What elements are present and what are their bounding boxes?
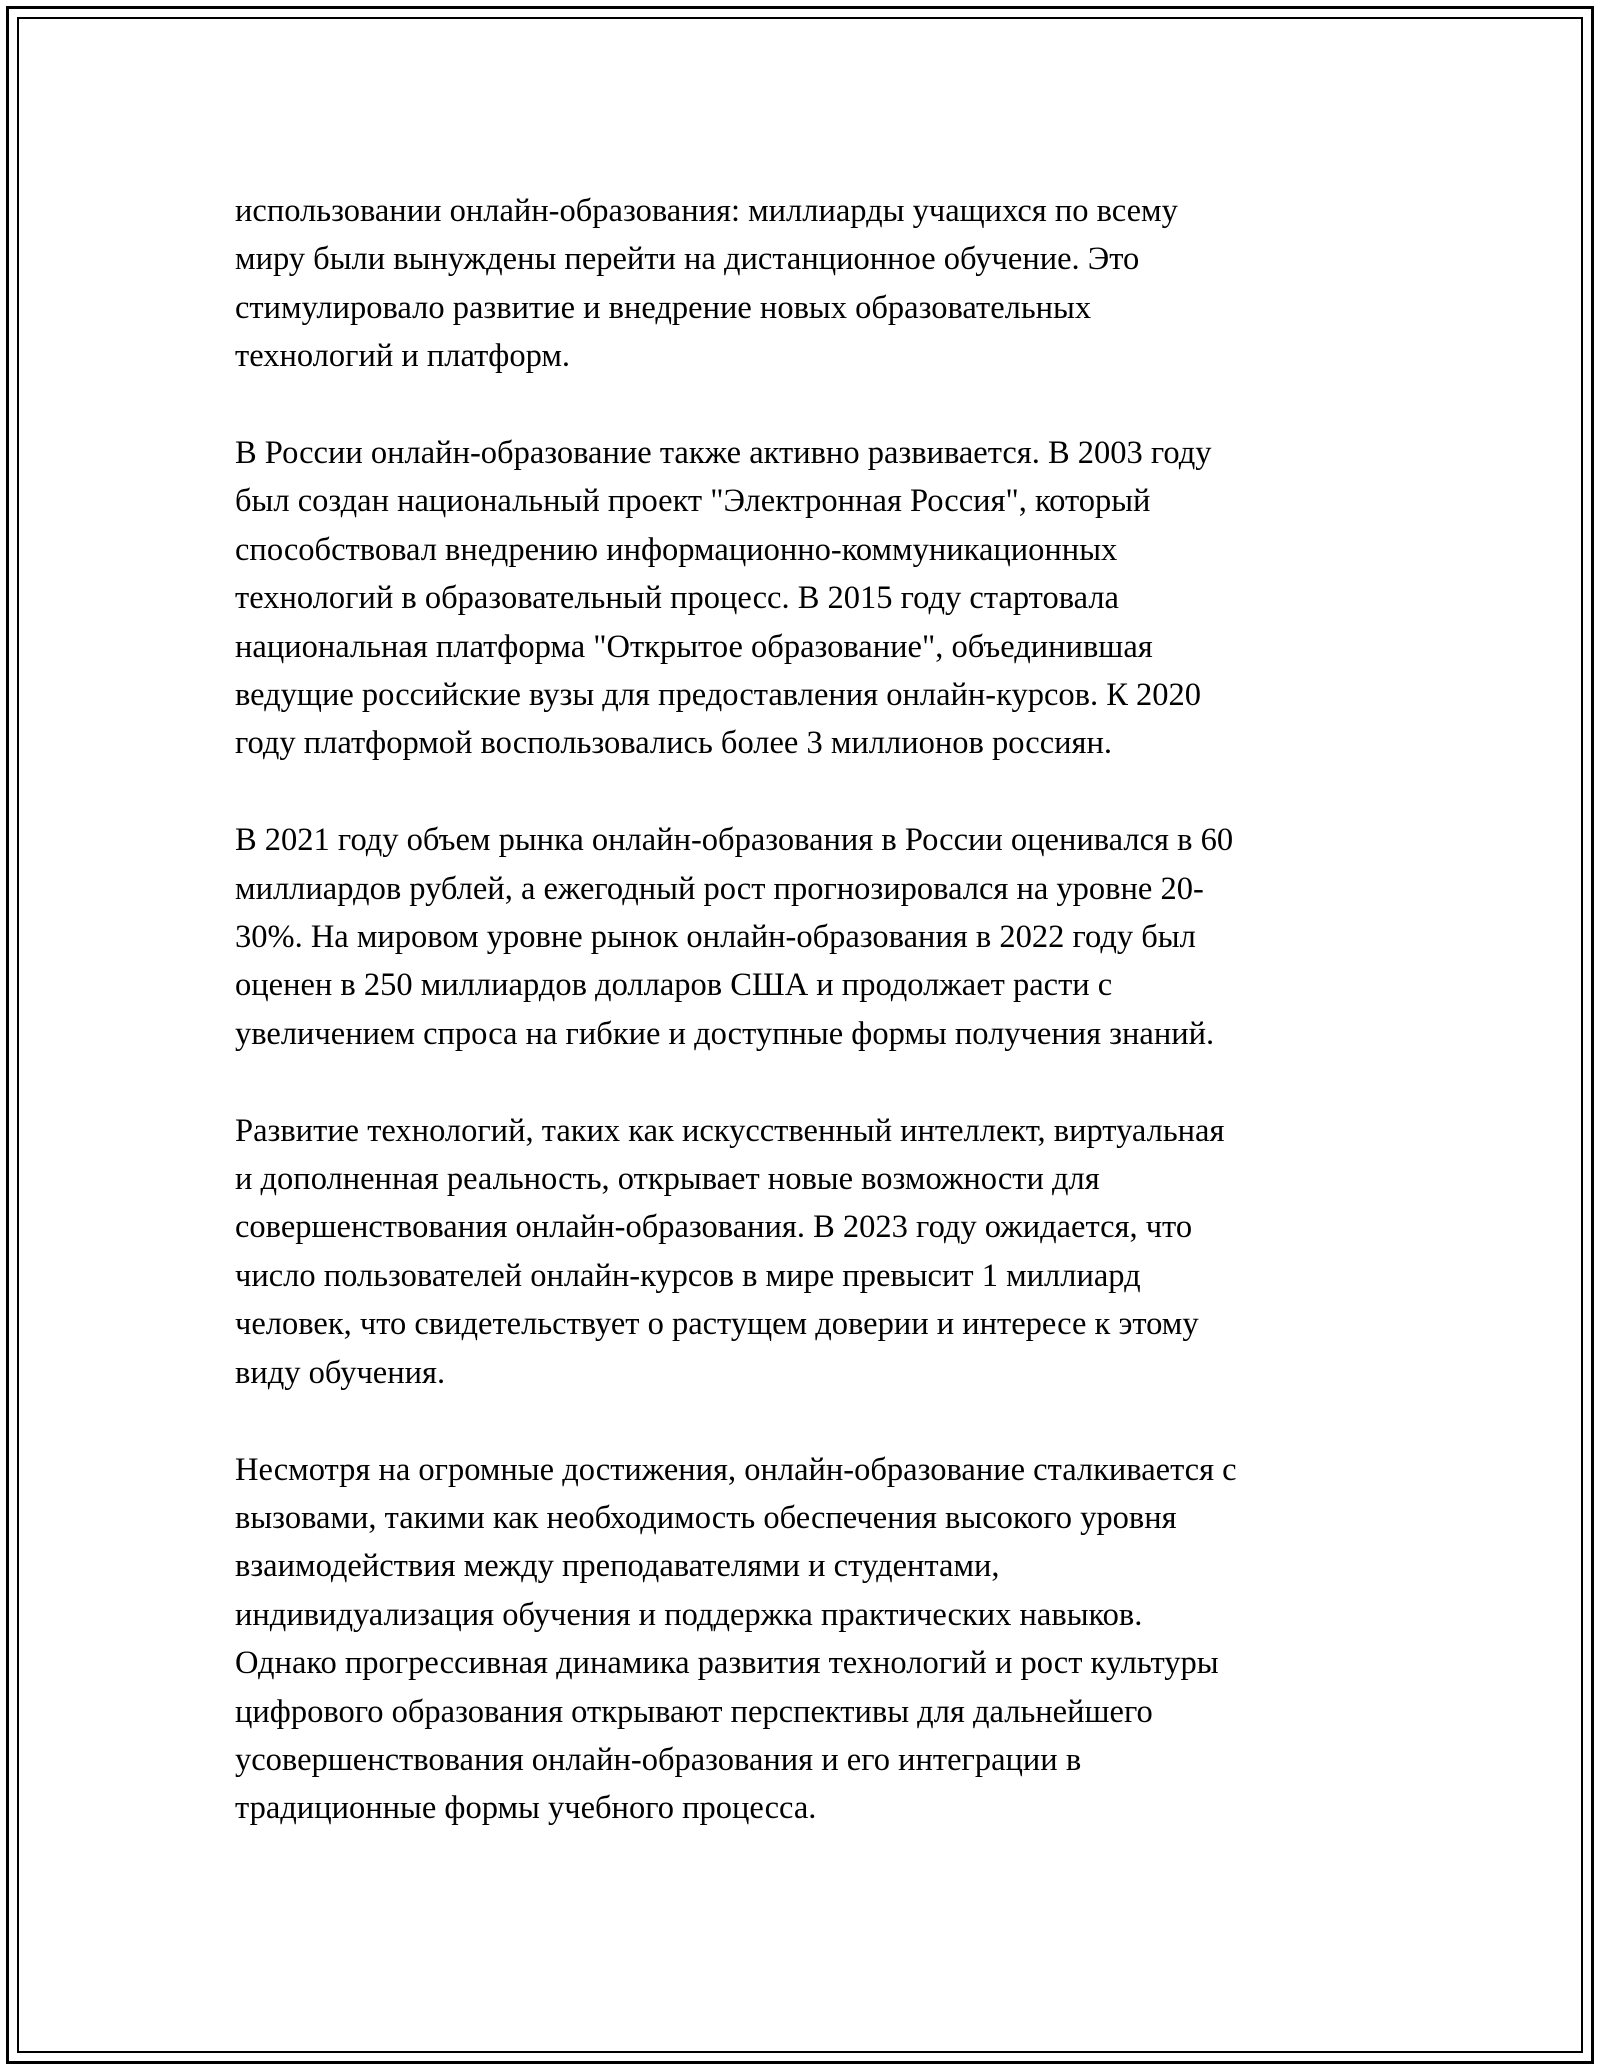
text-line: технологий и платформ. <box>235 338 571 375</box>
text-line: году платформой воспользовались более 3 миллионов россиян. <box>235 725 1113 762</box>
text-line: и дополненная реальность, открывает новые возможности для <box>235 1161 1100 1198</box>
text-line: виду обучения. <box>235 1354 446 1391</box>
text-line: совершенствования онлайн-образования. В 2023 году ожидается, что <box>235 1209 1193 1246</box>
text-line: взаимодействия между преподавателями и студентами, <box>235 1548 1000 1585</box>
text-line: был создан национальный проект "Электронная Россия", который <box>235 483 1151 520</box>
text-line: миллиардов рублей, а ежегодный рост прогнозировался на уровне 20- <box>235 870 1204 907</box>
text-line: способствовал внедрению информационно-коммуникационных <box>235 531 1118 568</box>
text-line: традиционные формы учебного процесса. <box>235 1790 817 1827</box>
text-line: миру были вынуждены перейти на дистанционное обучение. Это <box>235 241 1140 278</box>
text-line: число пользователей онлайн-курсов в мире превысит 1 миллиард <box>235 1257 1141 1294</box>
text-line: Однако прогрессивная динамика развития технологий и рост культуры <box>235 1645 1219 1682</box>
text-line: оценен в 250 миллиардов долларов США и продолжает расти с <box>235 967 1113 1004</box>
text-line: В России онлайн-образование также активно развивается. В 2003 году <box>235 435 1212 472</box>
text-line: вызовами, такими как необходимость обеспечения высокого уровня <box>235 1499 1177 1536</box>
paragraph-3 <box>235 816 1375 1058</box>
text-line: индивидуализация обучения и поддержка практических навыков. <box>235 1596 1143 1633</box>
text-line: стимулировало развитие и внедрение новых образовательных <box>235 289 1092 326</box>
text-line: Несмотря на огромные достижения, онлайн-образование сталкивается с <box>235 1451 1237 1488</box>
text-line: цифрового образования открывают перспективы для дальнейшего <box>235 1693 1153 1730</box>
text-line: национальная платформа "Открытое образование", объединившая <box>235 628 1153 665</box>
text-line: 30%. На мировом уровне рынок онлайн-образования в 2022 году был <box>235 919 1196 956</box>
text-line: В 2021 году объем рынка онлайн-образования в России оценивался в 60 <box>235 822 1234 859</box>
text-line: технологий в образовательный процесс. В 2015 году стартовала <box>235 580 1119 617</box>
text-line: Развитие технологий, таких как искусственный интеллект, виртуальная <box>235 1112 1225 1149</box>
paragraph-5 <box>235 1446 1375 1833</box>
text-line: человек, что свидетельствует о растущем доверии и интересе к этому <box>235 1306 1199 1343</box>
text-line: ведущие российские вузы для предоставления онлайн-курсов. К 2020 <box>235 677 1202 714</box>
text-line: использовании онлайн-образования: миллиарды учащихся по всему <box>235 193 1178 229</box>
document-body <box>235 187 1375 1833</box>
text-line: увеличением спроса на гибкие и доступные формы получения знаний. <box>235 1015 1215 1052</box>
paragraph-2 <box>235 429 1375 768</box>
paragraph-1 <box>235 187 1375 381</box>
text-line: усовершенствования онлайн-образования и его интеграции в <box>235 1741 1082 1778</box>
paragraph-4 <box>235 1107 1375 1397</box>
